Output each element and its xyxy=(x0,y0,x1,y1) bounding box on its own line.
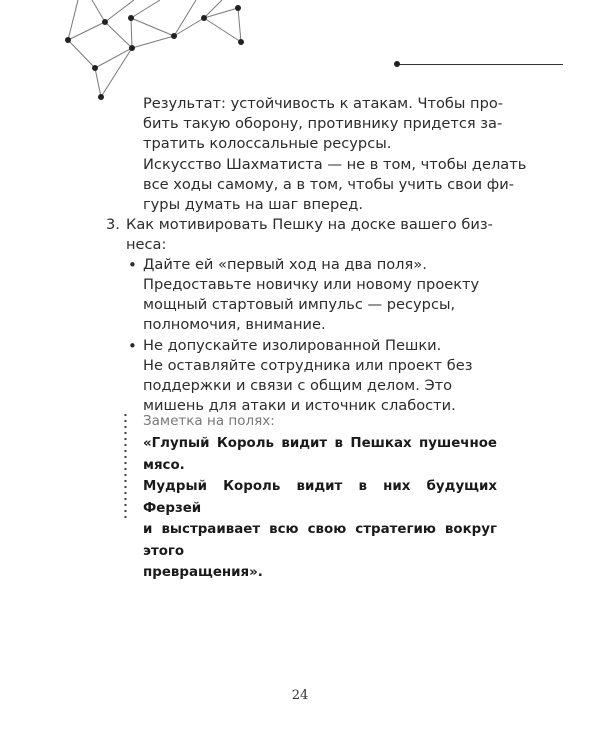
bullet-line: Не допускайте изолированной Пешки. xyxy=(143,337,442,354)
margin-note-title: Заметка на полях: xyxy=(143,413,275,429)
quote-line: «Глупый Король видит в Пешках пушечное мясо. xyxy=(143,436,497,473)
para-line: гуры думать на шаг вперед. xyxy=(143,196,363,213)
bullet-marker: • xyxy=(128,256,137,274)
para-line: тратить колоссальные ресурсы. xyxy=(143,135,392,152)
quote-line: и выстраивает всю свою стратегию вокруг этого xyxy=(143,522,497,559)
para-line: все ходы самому, а в том, чтобы учить свои фи- xyxy=(143,176,515,193)
para-line: Искусство Шахматиста — не в том, чтобы делать xyxy=(143,156,527,173)
quote-line: Мудрый Король видит в них будущих Ферзей xyxy=(143,479,497,516)
margin-note-quote xyxy=(143,433,497,584)
margin-note-dotted-rule xyxy=(124,412,127,520)
bullet-line: Предоставьте новичку или новому проекту xyxy=(143,276,480,293)
header-rule-dot xyxy=(394,61,400,67)
bullet-line: мощный стартовый импульс — ресурсы, xyxy=(143,296,456,313)
quote-line: превращения». xyxy=(143,565,263,580)
list-item-line: Как мотивировать Пешку на доске вашего биз- xyxy=(126,216,493,233)
header-rule xyxy=(397,64,563,65)
bullet-line: мишень для атаки и источник слабости. xyxy=(143,397,456,414)
para-line: Результат: устойчивость к атакам. Чтобы про- xyxy=(143,95,504,112)
bullet-line: полномочия, внимание. xyxy=(143,316,326,333)
bullet-line: Не оставляйте сотрудника или проект без xyxy=(143,357,473,374)
bullet-line: Дайте ей «первый ход на два поля». xyxy=(143,256,427,273)
bullet-marker: • xyxy=(128,337,137,355)
list-item-line: неса: xyxy=(126,236,167,253)
para-line: бить такую оборону, противнику придется за- xyxy=(143,115,503,132)
list-number: 3. xyxy=(106,216,120,233)
bullet-line: поддержки и связи с общим делом. Это xyxy=(143,377,453,394)
page-number: 24 xyxy=(291,688,309,703)
